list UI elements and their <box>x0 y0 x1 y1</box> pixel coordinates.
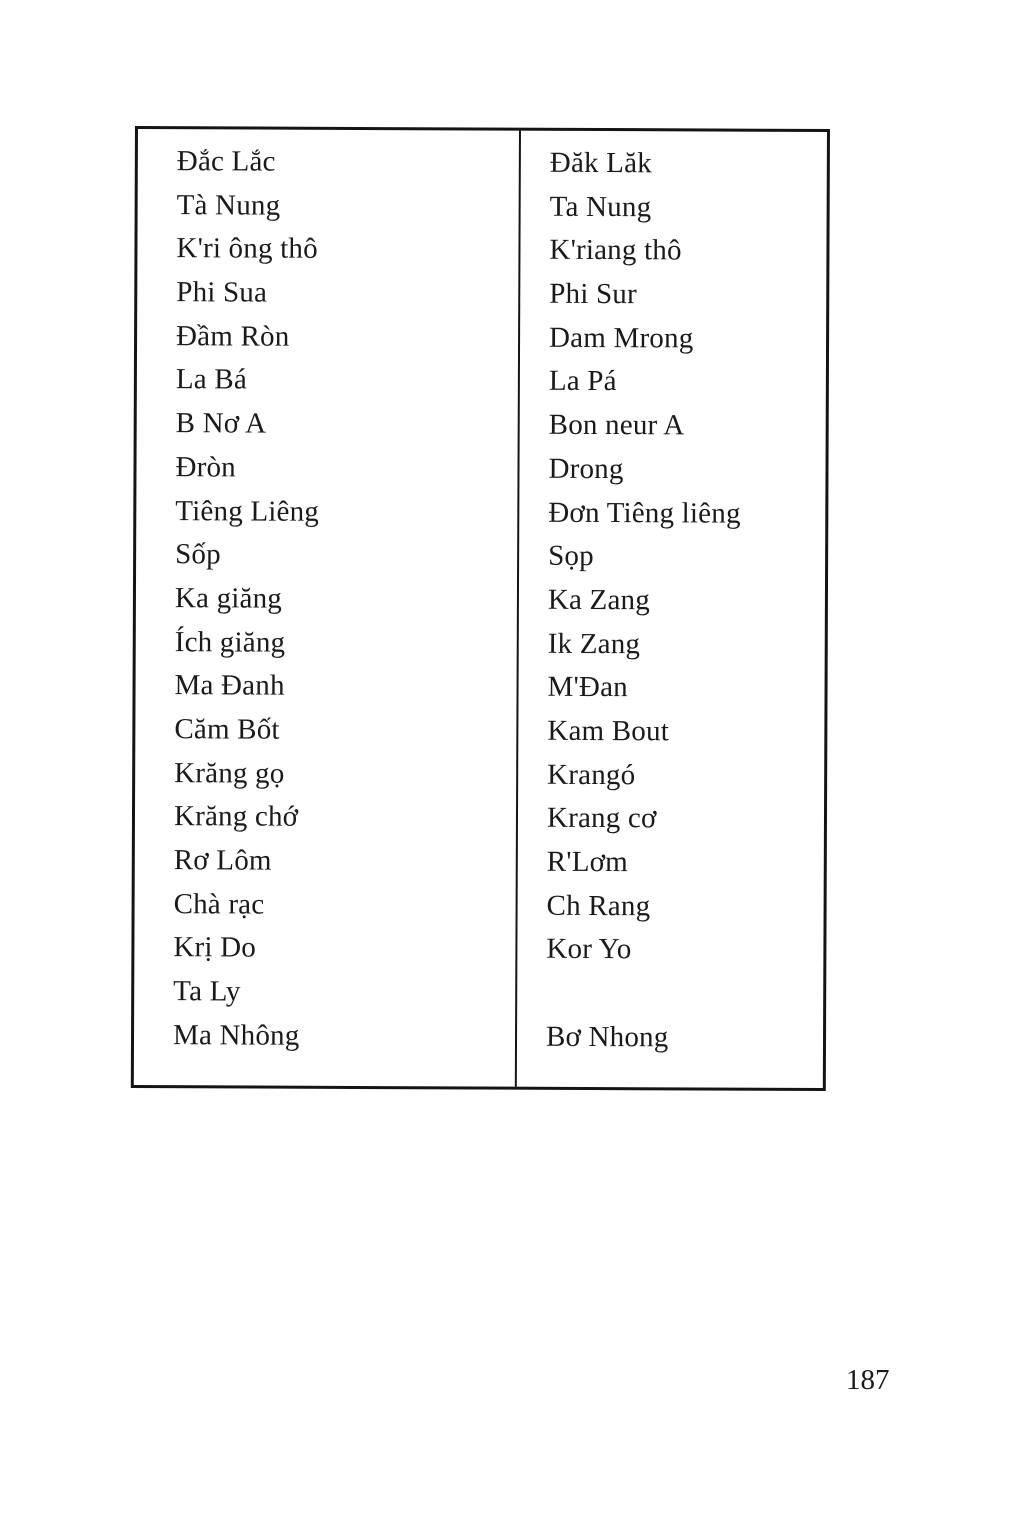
table-row: Phi Sua <box>176 276 268 309</box>
table-row <box>546 978 739 1023</box>
table-row: La Bá <box>175 363 248 396</box>
table-row: B Nơ A <box>175 407 267 440</box>
table-row: Ta Nung <box>549 190 652 223</box>
table-row: Sọp <box>548 539 594 573</box>
table-row: Kor Yo <box>546 933 632 966</box>
page-number: 187 <box>846 1364 890 1396</box>
table-row: Bơ Nhong <box>545 1020 669 1054</box>
table-row: K'riang thô <box>549 234 682 267</box>
alternate-names-column <box>546 148 742 1066</box>
table-row: Ka giăng <box>174 582 283 615</box>
table-row: Đầm Ròn <box>176 319 290 353</box>
table-row: Bon neur A <box>548 408 685 442</box>
table-row: Ích giăng <box>174 625 286 659</box>
table-row: Tiêng Liêng <box>175 494 320 528</box>
table-row: La Pá <box>548 365 617 398</box>
column-divider <box>515 131 521 1087</box>
table-row: K'ri ông thô <box>176 232 318 266</box>
table-row: Krang cơ <box>546 802 657 835</box>
table-row: Dam Mrong <box>549 321 694 355</box>
table-row: Đơn Tiêng liêng <box>548 496 741 530</box>
table-row: Ma Đanh <box>174 669 285 702</box>
table-row: Ik Zang <box>547 627 641 660</box>
table-row: Căm Bốt <box>174 713 280 746</box>
vietnamese-names-column <box>173 146 321 1064</box>
table-row: Sốp <box>175 538 221 571</box>
table-row: Đròn <box>175 450 236 484</box>
table-row: Đắc Lắc <box>176 145 276 178</box>
table-row: Ch Rang <box>546 889 651 922</box>
table-row: Đăk Lăk <box>549 146 652 180</box>
table-row: Krăng chớ <box>173 800 299 834</box>
table-row: Krangó <box>547 758 636 791</box>
table-row: Tà Nung <box>176 188 281 222</box>
table-row: Krị Do <box>173 931 257 964</box>
table-row: Chà rạc <box>173 887 265 921</box>
table-row: Ma Nhông <box>172 1018 300 1052</box>
table-row: Drong <box>548 452 624 485</box>
table-row: Phi Sur <box>549 277 637 311</box>
table-row: M'Đan <box>547 671 628 704</box>
table-row: Krăng gọ <box>174 756 285 790</box>
table-row: Ta Ly <box>173 975 241 1008</box>
table-row: Kam Bout <box>547 714 670 748</box>
table-row: Rơ Lôm <box>173 844 272 877</box>
place-name-table <box>131 126 830 1091</box>
table-row: R'Lơm <box>546 845 629 879</box>
table-row: Ka Zang <box>547 583 651 617</box>
